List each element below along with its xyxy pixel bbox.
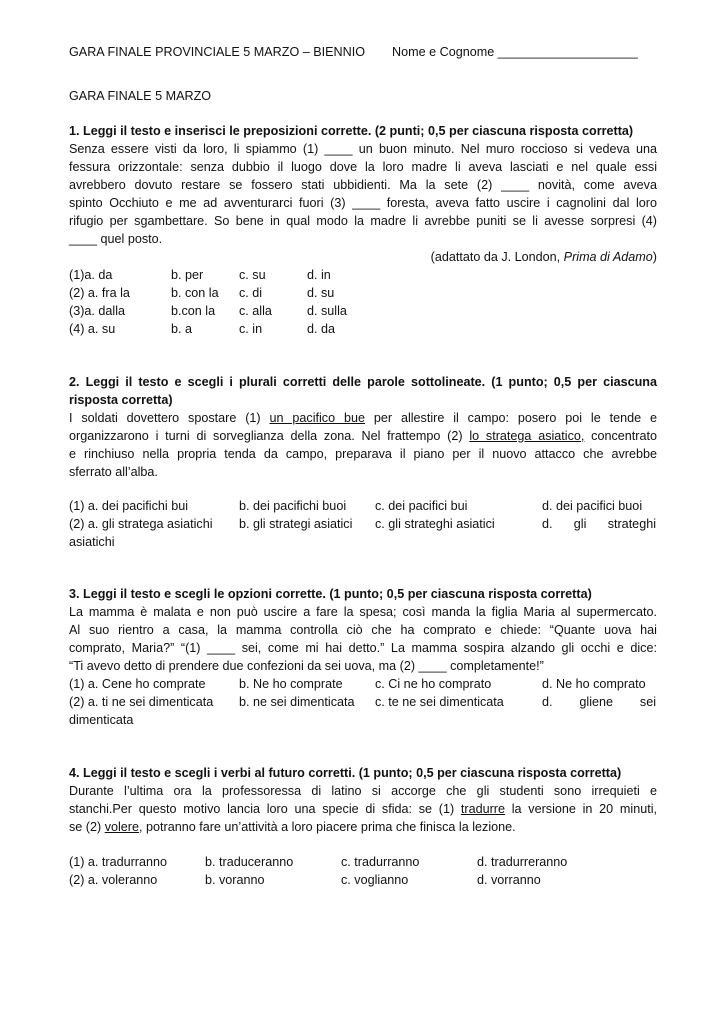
q2-option: (2) a. gli stratega asiatichi bbox=[69, 517, 213, 531]
q2-text-part: I soldati dovettero spostare (1) bbox=[69, 411, 270, 425]
q2-option: d. gli strateghi bbox=[542, 517, 656, 531]
q4-text-line bbox=[69, 800, 657, 818]
q1-source-suffix: ) bbox=[652, 250, 657, 264]
q2-option: b. gli strategi asiatici bbox=[239, 517, 353, 531]
q1-option: (4) a. su bbox=[69, 322, 116, 336]
q1-option: d. su bbox=[307, 286, 335, 300]
header-name-field: Nome e Cognome ____________________ bbox=[392, 45, 638, 59]
q2-text-line bbox=[69, 427, 657, 445]
q1-option: c. di bbox=[239, 286, 263, 300]
q1-text-line: Senza essere visti da loro, li spiammo (1) ____ un buon minuto. Nel muro roccioso si vedeva una bbox=[69, 142, 657, 156]
q1-option: c. alla bbox=[239, 304, 272, 318]
q3-option: (2) a. ti ne sei dimenticata bbox=[69, 695, 214, 709]
q4-text-part: stanchi.Per questo motivo lancia loro una specie di sfida: se (1) bbox=[69, 802, 461, 816]
q1-option: d. in bbox=[307, 268, 331, 282]
q3-title: 3. Leggi il testo e scegli le opzioni corrette. (1 punto; 0,5 per ciascuna risposta corretta) bbox=[69, 587, 592, 601]
q3-option: d. gliene sei bbox=[542, 695, 656, 709]
q3-option: (1) a. Cene ho comprate bbox=[69, 677, 206, 691]
q2-option: d. dei pacifici buoi bbox=[542, 499, 643, 513]
q1-option: d. sulla bbox=[307, 304, 347, 318]
q1-option: b. per bbox=[171, 268, 204, 282]
q4-option: (2) a. voleranno bbox=[69, 873, 158, 887]
q4-option: b. voranno bbox=[205, 873, 265, 887]
q4-underlined-word: volere bbox=[104, 820, 140, 834]
q2-text-line: sferrato all’alba. bbox=[69, 465, 158, 479]
q4-title: 4. Leggi il testo e scegli i verbi al futuro corretti. (1 punto; 0,5 per ciascuna risposta corretta) bbox=[69, 766, 622, 780]
q1-source bbox=[69, 248, 657, 266]
q3-option: b. ne sei dimenticata bbox=[239, 695, 355, 709]
q4-text-line bbox=[69, 818, 657, 836]
q3-option-wrap: dimenticata bbox=[69, 713, 134, 727]
q1-option: (3)a. dalla bbox=[69, 304, 126, 318]
q2-text-line bbox=[69, 409, 657, 427]
q3-option: b. Ne ho comprate bbox=[239, 677, 343, 691]
q1-option: b. a bbox=[171, 322, 193, 336]
q2-text-part: per allestire il campo: posero poi le tende e bbox=[364, 411, 657, 425]
q4-option: c. tradurranno bbox=[341, 855, 420, 869]
q4-underlined-word: tradurre bbox=[460, 802, 506, 816]
q4-option: (1) a. tradurranno bbox=[69, 855, 168, 869]
q4-text-line: Durante l’ultima ora la professoressa di latino si accorge che gli studenti sono irrequieti e bbox=[69, 784, 657, 798]
q1-option: (2) a. fra la bbox=[69, 286, 130, 300]
q4-option: c. voglianno bbox=[341, 873, 409, 887]
q1-text-line: fessura orizzontale: senza dubbio il luogo dove la loro madre li aveva lasciati e nel quale essi bbox=[69, 160, 657, 174]
q3-option: c. te ne sei dimenticata bbox=[375, 695, 504, 709]
q2-text-part: concentrato bbox=[584, 429, 657, 443]
q3-text-line: comprato, Maria?” “(1) ____ sei, come mi hai detto.” La mamma sospira alzando gli occhi e dice: bbox=[69, 641, 657, 655]
q1-title: 1. Leggi il testo e inserisci le preposizioni corrette. (2 punti; 0,5 per ciascuna risposta corretta) bbox=[69, 124, 634, 138]
q2-underlined-word: un pacifico bue bbox=[269, 411, 365, 425]
q3-option: d. Ne ho comprato bbox=[542, 677, 646, 691]
header-title: GARA FINALE PROVINCIALE 5 MARZO – BIENNIO bbox=[69, 45, 366, 59]
q1-option: d. da bbox=[307, 322, 336, 336]
q3-text-line: La mamma è malata e non può uscire a fare la spesa; così manda la figlia Maria al supermercato. bbox=[69, 605, 657, 619]
q1-option: c. in bbox=[239, 322, 263, 336]
q1-text-line: spinto Occhiuto e me ad avventurarci fuori (3) ____ foresta, aveva fatto uscire i cagnolini dal loro bbox=[69, 196, 657, 210]
q2-option: c. gli strateghi asiatici bbox=[375, 517, 495, 531]
q1-option: b.con la bbox=[171, 304, 216, 318]
q2-option: b. dei pacifichi buoi bbox=[239, 499, 347, 513]
subtitle: GARA FINALE 5 MARZO bbox=[69, 89, 212, 103]
q3-option: c. Ci ne ho comprato bbox=[375, 677, 492, 691]
q2-title: 2. Leggi il testo e scegli i plurali corretti delle parole sottolineate. (1 punto; 0,5 per ciascuna bbox=[69, 375, 657, 389]
q1-text-line: ____ quel posto. bbox=[69, 232, 163, 246]
q4-text-part: se (2) bbox=[69, 820, 105, 834]
q2-title-cont: risposta corretta) bbox=[69, 393, 173, 407]
q1-source-title: Prima di Adamo bbox=[563, 250, 653, 264]
q1-source-prefix: (adattato da J. London, bbox=[430, 250, 564, 264]
q2-option: c. dei pacifici bui bbox=[375, 499, 468, 513]
q2-option-wrap: asiatichi bbox=[69, 535, 115, 549]
q2-underlined-word: lo stratega asiatico, bbox=[469, 429, 585, 443]
q3-text-line: Al suo rientro a casa, la mamma controlla ciò che ha comprato e chiede: “Quante uova hai bbox=[69, 623, 657, 637]
q1-option: (1)a. da bbox=[69, 268, 113, 282]
q1-option: c. su bbox=[239, 268, 266, 282]
q4-text-part: la versione in 20 minuti, bbox=[505, 802, 657, 816]
q1-option: b. con la bbox=[171, 286, 219, 300]
q4-text-part: , potranno fare un’attività a loro piacere prima che finisca la lezione. bbox=[139, 820, 516, 834]
q3-text-line: “Ti avevo detto di prendere due confezioni da sei uova, ma (2) ____ completamente!” bbox=[69, 659, 544, 673]
q4-option: d. tradurreranno bbox=[477, 855, 568, 869]
q4-option: b. traduceranno bbox=[205, 855, 294, 869]
q1-text-line: avrebbero dovuto restare se fossero stati ubbidienti. Ma la sete (2) ____ novità, come aveva bbox=[69, 178, 657, 192]
q2-option: (1) a. dei pacifichi bui bbox=[69, 499, 189, 513]
q1-text-line: rifugio per sgambettare. So bene in qual modo la madre li avrebbe puniti se li avesse sorpresi (4) bbox=[69, 214, 657, 228]
q4-option: d. vorranno bbox=[477, 873, 541, 887]
q2-text-line: e rinchiuso nella propria tenda da campo, preparava il piano per il nuovo attacco che avrebbe bbox=[69, 447, 657, 461]
q2-text-part: organizzarono i turni di sorveglianza della zona. Nel frattempo (2) bbox=[69, 429, 470, 443]
